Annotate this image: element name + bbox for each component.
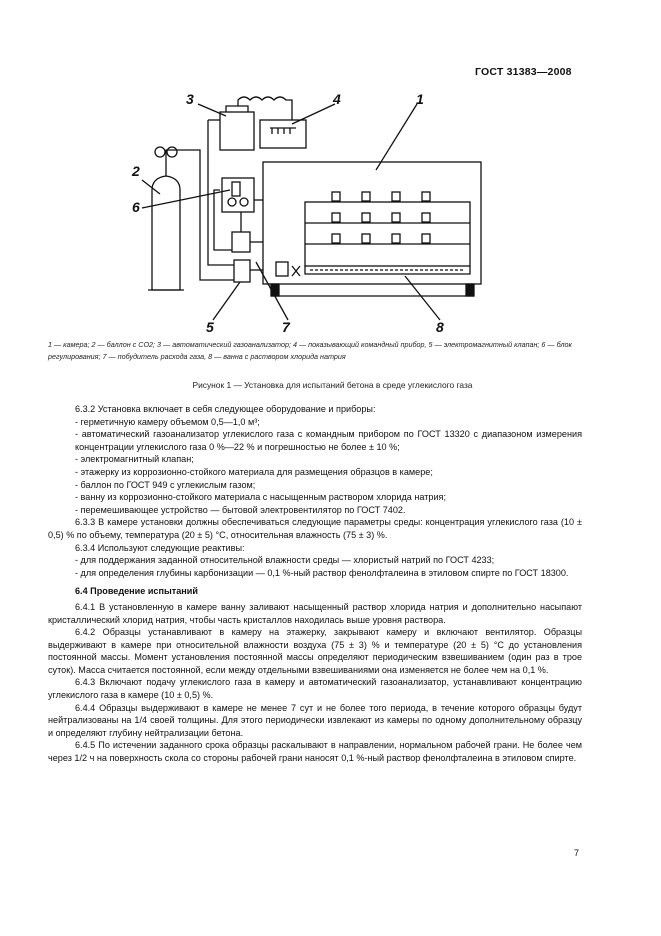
fig-label-2: 2: [132, 163, 140, 179]
fig-label-5: 5: [206, 319, 214, 335]
fig-label-8: 8: [436, 319, 444, 335]
paragraph: 6.3.2 Установка включает в себя следующее оборудование и приборы:: [75, 404, 376, 414]
list-item: - ванну из коррозионно-стойкого материала с насыщенным раствором хлорида натрия;: [75, 492, 446, 503]
list-item: - баллон по ГОСТ 949 с углекислым газом;: [75, 479, 256, 490]
list-item: - этажерку из коррозионно-стойкого материала для размещения образцов в камере;: [75, 466, 433, 477]
list-item: - перемешивающее устройство — бытовой электровентилятор по ГОСТ 7402.: [75, 504, 406, 515]
figure-legend: 1 — камера; 2 — баллон с CO2; 3 — автоматический газоанализатор; 4 — показывающий командный прибор, 5 — электромагнитный клапан; 6 — блок регулирования; 7 — побудитель расхода газа, 8 — ванна с раствором хлорида натрия: [48, 340, 572, 361]
paragraph: 6.4.1 В установленную в камере ванну заливают насыщенный раствор хлорида натрия и дополнительно насыпают кристаллический хлорид натрия, чтобы часть кристаллов находилась выше уровня раствора.: [48, 601, 582, 625]
list-item: - электромагнитный клапан;: [75, 454, 194, 465]
figure-caption: Рисунок 1 — Установка для испытаний бетона в среде углекислого газа: [192, 380, 473, 390]
paragraph: 6.3.3 В камере установки должны обеспечиваться следующие параметры среды: концентрация углекислого газа (10 ± 0,5) % по объему, температура (20 ± 5) °С, относительная влажность (75 ± 3) %.: [48, 517, 582, 540]
control-block: [222, 178, 254, 212]
paragraph: 6.4.5 По истечении заданного срока образцы раскалывают в направлении, нормальном рабочей грани. Не более чем через 1/2 ч на поверхность скола со стороны рабочей грани наносят 0,1 %-ный раствор фенолфталеина в этиловом спирте.: [48, 740, 582, 764]
gas-analyzer: [220, 112, 254, 150]
solenoid-valve: [234, 260, 250, 282]
list-item: - герметичную камеру объемом 0,5—1,0 м³;: [75, 416, 260, 427]
fig-label-1: 1: [416, 91, 424, 107]
fig-label-7: 7: [282, 319, 290, 335]
fig-label-6: 6: [132, 199, 140, 215]
document-body: [48, 403, 582, 765]
paragraph: 6.4.2 Образцы устанавливают в камеру на этажерку, закрывают камеру и включают вентилятор. Образцы выдерживают в камере при относительной влажности воздуха (75 ± 3) % и температуре (20 ± 5) °С до установления постоянной массы. Момент установления постоянной массы определяют периодическим взвешиванием (один раз в трое суток). Масса считается постоянной, если между отдельными взвешиваниями она изменяется не более чем на 0,1 %.: [48, 627, 582, 675]
list-item: - для определения глубины карбонизации — 0,1 %-ный раствор фенолфталеина в этиловом спирте по ГОСТ 18300.: [75, 567, 569, 578]
page-number: 7: [574, 848, 580, 858]
paragraph: 6.4.3 Включают подачу углекислого газа в камеру и автоматический газоанализатор, устанавливают концентрацию углекислого газа в камере (10 ± 0,5) %.: [48, 677, 582, 701]
paragraph: 6.4.4 Образцы выдерживают в камере не менее 7 сут и не более того периода, в течение которого образцы будут нейтрализованы на 1/4 своей толщины. Для этого периодически извлекают из камеры по одному дополнительному образцу и определяют глубину нейтрализации бетона.: [48, 702, 582, 738]
fig-label-3: 3: [186, 91, 194, 107]
standard-header: ГОСТ 31383—2008: [475, 66, 572, 78]
co2-cylinder: [152, 176, 180, 290]
test-setup-figure: [60, 90, 550, 335]
flow-inducer: [232, 232, 250, 252]
list-item: - для поддержания заданной относительной влажности среды — хлористый натрий по ГОСТ 4233;: [75, 555, 495, 566]
list-item: - автоматический газоанализатор углекислого газа с командным прибором по ГОСТ 13320 с диапазоном измерения концентрации углекислого газа 0 %—22 % и погрешностью не более ± 10 %;: [75, 429, 582, 452]
section-heading: 6.4 Проведение испытаний: [75, 586, 198, 597]
command-instrument: [260, 120, 306, 148]
paragraph: 6.3.4 Используют следующие реактивы:: [75, 542, 245, 553]
fig-label-4: 4: [333, 91, 341, 107]
